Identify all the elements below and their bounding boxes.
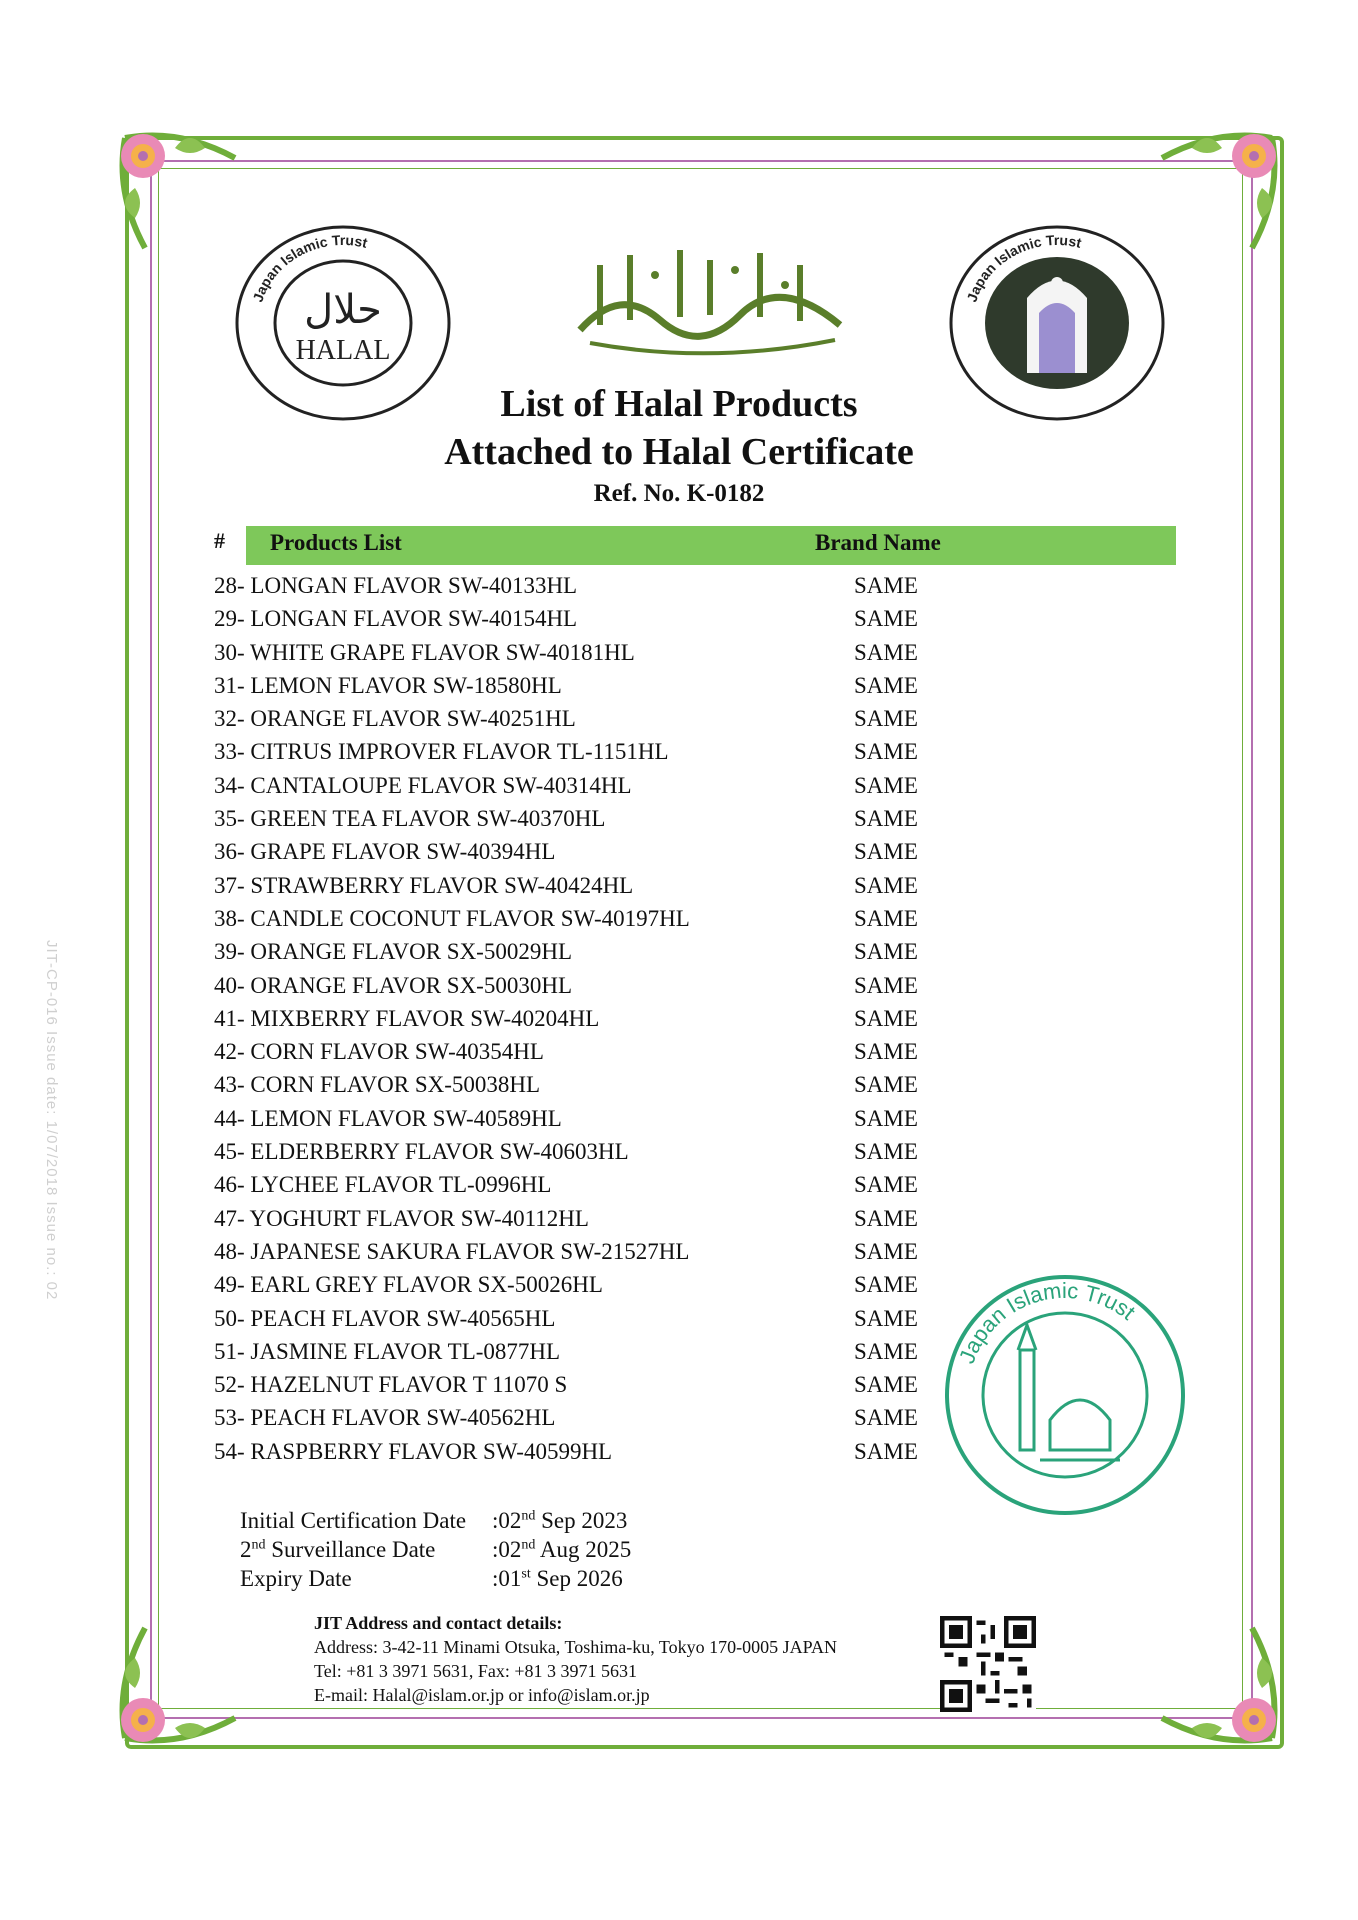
page-subtitle: Attached to Halal Certificate (444, 431, 914, 473)
product-name: 49- EARL GREY FLAVOR SX-50026HL (214, 1272, 603, 1298)
contact-heading: JIT Address and contact details: (314, 1613, 563, 1633)
brand-name: SAME (854, 1205, 918, 1231)
product-name: 42- CORN FLAVOR SW-40354HL (214, 1039, 544, 1065)
brand-name: SAME (854, 1172, 918, 1198)
brand-name: SAME (854, 1372, 918, 1398)
svg-text:Japan Islamic Trust: Japan Islamic Trust (963, 231, 1084, 304)
initial-certification-label: Initial Certification Date (240, 1508, 467, 1533)
brand-name: SAME (854, 1105, 918, 1131)
reference-number: Ref. No. K-0182 (593, 480, 765, 507)
brand-name: SAME (854, 972, 918, 998)
contact-phone: Tel: +81 3 3971 5631, Fax: +81 3 3971 5631 (314, 1661, 638, 1681)
brand-name: SAME (854, 1238, 918, 1264)
brand-name: SAME (854, 1005, 918, 1031)
svg-text:Japan Islamic Trust: Japan Islamic Trust (953, 1277, 1141, 1367)
brand-name: SAME (854, 806, 918, 832)
brand-name: SAME (854, 1305, 918, 1331)
brand-name: SAME (854, 905, 918, 931)
brand-name: SAME (854, 739, 918, 765)
page-title: List of Halal Products (500, 383, 858, 425)
product-name: 38- CANDLE COCONUT FLAVOR SW-40197HL (214, 905, 690, 931)
product-name: 39- ORANGE FLAVOR SX-50029HL (214, 939, 573, 965)
contact-details (314, 1611, 837, 1707)
surveillance-label: 2nd Surveillance Date (240, 1537, 436, 1562)
jit-official-stamp (940, 1270, 1190, 1520)
product-name: 30- WHITE GRAPE FLAVOR SW-40181HL (214, 639, 635, 665)
brand-name: SAME (854, 1405, 918, 1431)
brand-name: SAME (854, 772, 918, 798)
product-name: 35- GREEN TEA FLAVOR SW-40370HL (214, 806, 606, 832)
brand-name: SAME (854, 872, 918, 898)
brand-name: SAME (854, 1338, 918, 1364)
product-name: 53- PEACH FLAVOR SW-40562HL (214, 1405, 556, 1431)
svg-text:حلال: حلال (304, 287, 382, 333)
product-name: 51- JASMINE FLAVOR TL-0877HL (214, 1338, 561, 1364)
qr-code-icon[interactable] (940, 1616, 1036, 1712)
product-name: 32- ORANGE FLAVOR SW-40251HL (214, 706, 576, 732)
product-name: 47- YOGHURT FLAVOR SW-40112HL (214, 1205, 589, 1231)
expiry-value: :01st Sep 2026 (492, 1566, 623, 1591)
product-name: 48- JAPANESE SAKURA FLAVOR SW-21527HL (214, 1238, 690, 1264)
initial-certification-value: :02nd Sep 2023 (492, 1508, 628, 1533)
product-name: 46- LYCHEE FLAVOR TL-0996HL (214, 1172, 552, 1198)
brand-name: SAME (854, 672, 918, 698)
product-name: 31- LEMON FLAVOR SW-18580HL (214, 672, 562, 698)
floral-corner-icon (1142, 1608, 1292, 1758)
product-name: 40- ORANGE FLAVOR SX-50030HL (214, 972, 573, 998)
column-header-products: Products List (270, 530, 402, 555)
brand-name: SAME (854, 939, 918, 965)
bismillah-calligraphy-icon (560, 225, 860, 365)
brand-name: SAME (854, 1139, 918, 1165)
brand-name: SAME (854, 1039, 918, 1065)
product-name: 33- CITRUS IMPROVER FLAVOR TL-1151HL (214, 739, 669, 765)
product-name: 34- CANTALOUPE FLAVOR SW-40314HL (214, 772, 632, 798)
product-name: 54- RASPBERRY FLAVOR SW-40599HL (214, 1438, 613, 1464)
floral-corner-icon (105, 1608, 255, 1758)
brand-name: SAME (854, 606, 918, 632)
product-name: 45- ELDERBERRY FLAVOR SW-40603HL (214, 1139, 629, 1165)
column-header-number: # (214, 528, 225, 553)
product-name: 43- CORN FLAVOR SX-50038HL (214, 1072, 541, 1098)
contact-email: E-mail: Halal@islam.or.jp or info@islam.or.jp (314, 1685, 650, 1705)
brand-name: SAME (854, 1438, 918, 1464)
contact-address: Address: 3-42-11 Minami Otsuka, Toshima-ku, Tokyo 170-0005 JAPAN (314, 1637, 837, 1657)
product-name: 44- LEMON FLAVOR SW-40589HL (214, 1105, 562, 1131)
product-name: 52- HAZELNUT FLAVOR T 11070 S (214, 1372, 568, 1398)
brand-name: SAME (854, 1072, 918, 1098)
product-name: 36- GRAPE FLAVOR SW-40394HL (214, 839, 556, 865)
product-name: 41- MIXBERRY FLAVOR SW-40204HL (214, 1005, 600, 1031)
brand-name: SAME (854, 839, 918, 865)
document-control-note: JIT-CP-016 Issue date: 1/07/2018 Issue no.: 02 (43, 940, 60, 1301)
product-name: 50- PEACH FLAVOR SW-40565HL (214, 1305, 556, 1331)
brand-name: SAME (854, 573, 918, 598)
svg-text:HALAL: HALAL (295, 335, 391, 366)
brand-name: SAME (854, 639, 918, 665)
product-name: 37- STRAWBERRY FLAVOR SW-40424HL (214, 872, 634, 898)
product-name: 29- LONGAN FLAVOR SW-40154HL (214, 606, 578, 632)
surveillance-value: :02nd Aug 2025 (492, 1537, 632, 1562)
column-header-brand: Brand Name (815, 530, 941, 555)
brand-name: SAME (854, 706, 918, 732)
brand-name: SAME (854, 1272, 918, 1298)
product-name: 28- LONGAN FLAVOR SW-40133HL (214, 573, 578, 598)
expiry-label: Expiry Date (240, 1566, 352, 1591)
svg-text:Japan Islamic Trust: Japan Islamic Trust (249, 231, 370, 304)
